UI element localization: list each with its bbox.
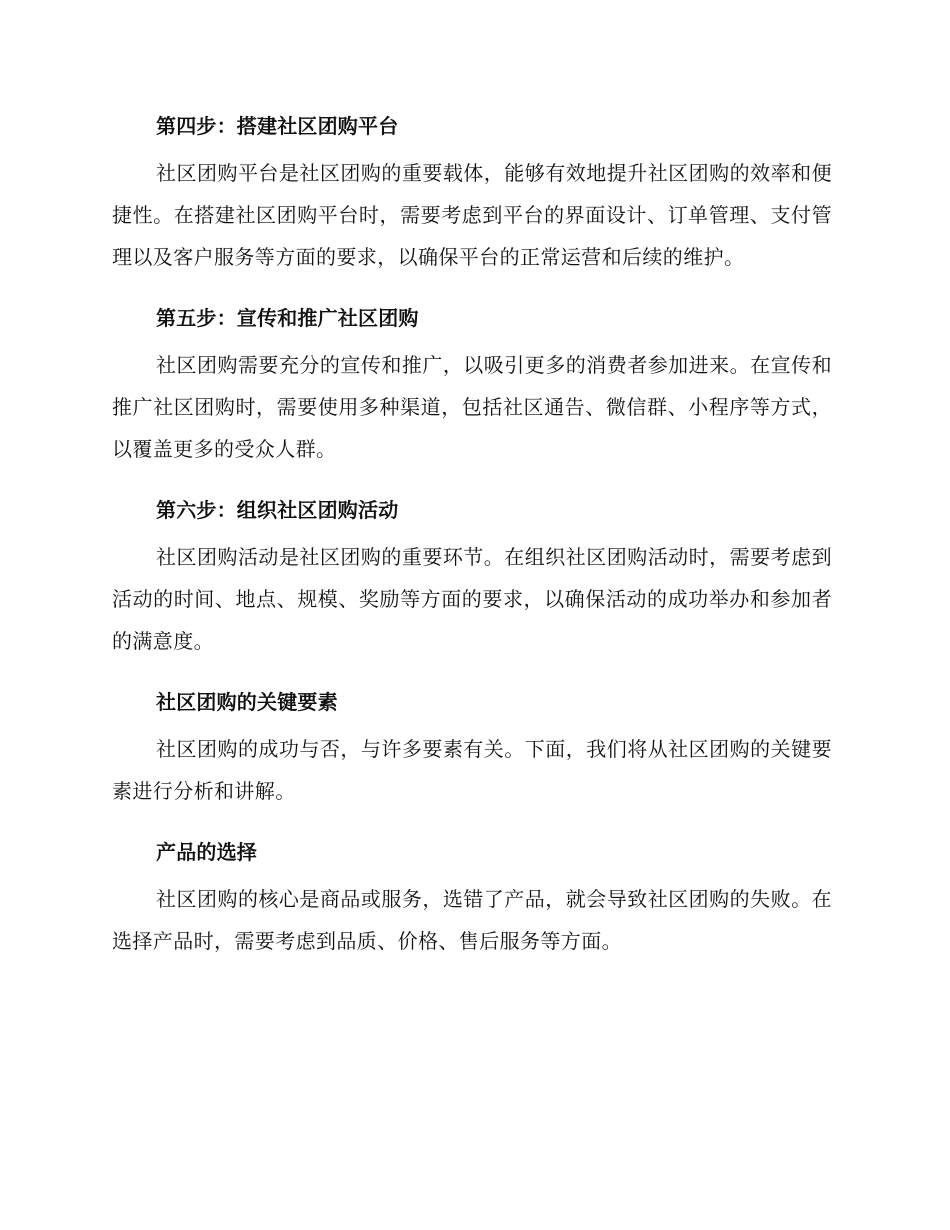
section-paragraph-product-choice: 社区团购的核心是商品或服务，选错了产品，就会导致社区团购的失败。在选择产品时，需要考虑到品质、价格、售后服务等方面。 (112, 887, 832, 953)
section-paragraph-step6: 社区团购活动是社区团购的重要环节。在组织社区团购活动时，需要考虑到活动的时间、地点、规模、奖励等方面的要求，以确保活动的成功举办和参加者的满意度。 (112, 545, 832, 653)
section-heading-step4: 第四步：搭建社区团购平台 (156, 114, 399, 138)
section-heading-step6: 第六步：组织社区团购活动 (156, 498, 399, 522)
document-page (112, 110, 832, 962)
section-paragraph-step5: 社区团购需要充分的宣传和推广，以吸引更多的消费者参加进来。在宣传和推广社区团购时，需要使用多种渠道，包括社区通告、微信群、小程序等方式，以覆盖更多的受众人群。 (112, 353, 832, 461)
section-paragraph-key-elements: 社区团购的成功与否，与许多要素有关。下面，我们将从社区团购的关键要素进行分析和讲解。 (112, 737, 832, 803)
section-paragraph-step4: 社区团购平台是社区团购的重要载体，能够有效地提升社区团购的效率和便捷性。在搭建社区团购平台时，需要考虑到平台的界面设计、订单管理、支付管理以及客户服务等方面的要求，以确保平台的正常运营和后续的维护。 (112, 161, 832, 269)
section-heading-step5: 第五步：宣传和推广社区团购 (156, 306, 419, 330)
section-heading-product-choice: 产品的选择 (156, 840, 257, 864)
section-heading-key-elements: 社区团购的关键要素 (156, 690, 338, 714)
